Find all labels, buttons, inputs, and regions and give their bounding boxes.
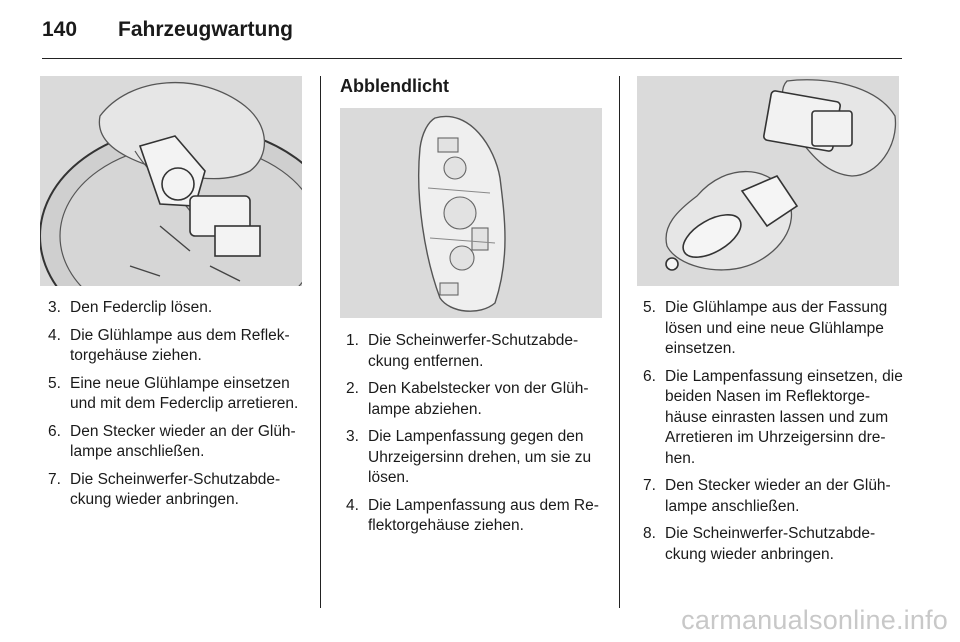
- step-text: Eine neue Glühlampe einsetzen und mit dem Federclip arretieren.: [70, 374, 299, 412]
- step-number: 8.: [643, 525, 656, 542]
- list-item: [48, 422, 308, 463]
- page-number: 140: [42, 18, 78, 41]
- step-number: 5.: [48, 374, 61, 392]
- list-item: [346, 379, 606, 420]
- list-item: [48, 470, 308, 511]
- step-text: Die Scheinwerfer-Schutzabde-ckung wieder anbringen.: [70, 470, 281, 508]
- watermark-text: carmanualsonline.info: [681, 605, 948, 635]
- right-steps-list: [643, 298, 905, 572]
- step-text: Die Glühlampe aus dem Reflek-torgehäuse ziehen.: [70, 326, 290, 364]
- header-divider: [42, 58, 902, 59]
- abblendlicht-heading: Abblendlicht: [340, 76, 449, 96]
- page-header: [42, 18, 293, 48]
- list-item: [48, 374, 308, 415]
- step-text: Den Stecker wieder an der Glüh-lampe anschließen.: [70, 422, 296, 460]
- bulb-replacement-illustration: [637, 76, 899, 286]
- list-item: [643, 367, 905, 470]
- list-item: [643, 524, 905, 565]
- step-text: Die Lampenfassung aus dem Re-flektorgehäuse ziehen.: [368, 496, 599, 534]
- column-divider-right: [619, 76, 620, 608]
- list-item: [643, 298, 905, 360]
- list-item: [48, 298, 308, 319]
- headlamp-housing-illustration: [340, 108, 602, 318]
- step-text: Die Lampenfassung gegen den Uhrzeigersinn drehen, um sie zu lösen.: [368, 428, 592, 486]
- step-number: 6.: [643, 367, 656, 385]
- step-number: 3.: [48, 299, 61, 316]
- step-text: Die Lampenfassung einsetzen, die beiden Nasen im Reflektorge-häuse einrasten lassen und zum Arretieren im Uhrzeigersinn dre-hen.: [665, 367, 903, 467]
- step-number: 3.: [346, 428, 359, 445]
- step-number: 4.: [48, 326, 61, 344]
- bulb-removal-illustration: [40, 76, 302, 286]
- section-title: Fahrzeugwartung: [118, 18, 294, 41]
- step-number: 2.: [346, 380, 359, 397]
- step-text: Die Scheinwerfer-Schutzabde-ckung entfernen.: [368, 332, 579, 370]
- left-steps-list: [48, 298, 308, 518]
- list-item: [643, 476, 905, 517]
- middle-steps-list: [346, 331, 606, 544]
- step-number: 7.: [48, 470, 61, 488]
- step-number: 1.: [346, 332, 359, 349]
- column-divider-left: [320, 76, 321, 608]
- list-item: [346, 331, 606, 372]
- step-number: 6.: [48, 422, 61, 440]
- step-number: 5.: [643, 299, 656, 316]
- step-text: Den Federclip lösen.: [70, 299, 213, 316]
- list-item: [48, 326, 308, 367]
- list-item: [346, 496, 606, 537]
- step-text: Die Glühlampe aus der Fassung lösen und eine neue Glühlampe einsetzen.: [665, 299, 888, 357]
- step-text: Den Kabelstecker von der Glüh-lampe abziehen.: [368, 380, 589, 418]
- list-item: [346, 427, 606, 489]
- step-text: Die Scheinwerfer-Schutzabde-ckung wieder anbringen.: [665, 525, 876, 563]
- step-text: Den Stecker wieder an der Glüh-lampe anschließen.: [665, 477, 891, 515]
- step-number: 4.: [346, 496, 359, 514]
- step-number: 7.: [643, 477, 656, 494]
